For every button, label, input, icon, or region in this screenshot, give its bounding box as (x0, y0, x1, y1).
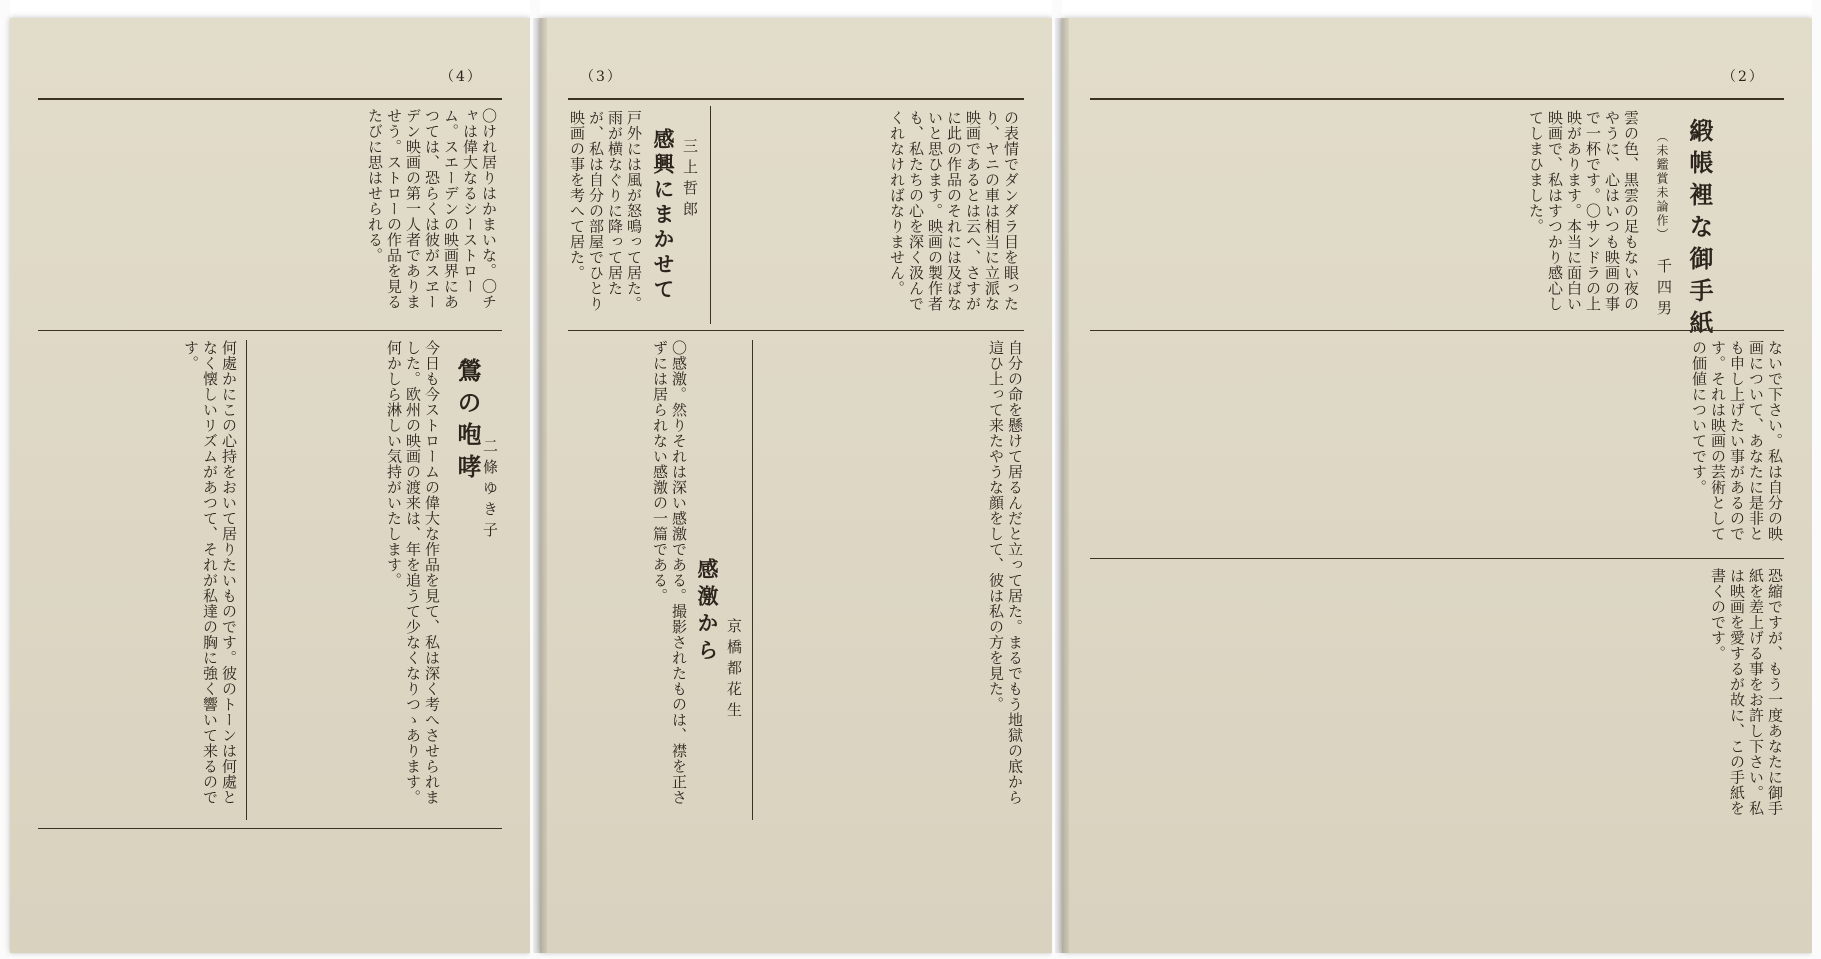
article-title: 緞帳裡な御手紙 (1685, 118, 1714, 342)
article-far-text: 何處かにこの心持をおいて居りたいものです。彼のトーンは何處となく懐しいリズムがあつて、それが私達の胸に強く響いて来るのです。 (182, 340, 238, 805)
article-title: 鶯の咆哮 (453, 358, 482, 486)
page-number: （4） (440, 69, 483, 85)
article-bottom-text-2: 〇感激。然りそれは深い感激である。撮影されたものは、襟を正さずには居られない感激の一篇である。 (651, 340, 688, 805)
article-top-text: 〇けれ居りはかまいな。〇チャは偉大なるシーストローム。スエーデンの映画界にあつては、恐らくは彼がスヱーデン映画の第一人者でありませう。ストローの作品を見るたびに思はせられる。 (366, 108, 498, 310)
column-divider (246, 340, 247, 820)
article-author: 二條ゆき子 (481, 438, 499, 543)
newspaper-page-right (1062, 18, 1812, 953)
article-subtitle: （未鑑賞未論作） (1655, 130, 1669, 242)
box-article-author: 三上哲郎 (681, 138, 699, 222)
article-top-text: 雲の色、黒雲の足もない夜のやうに、心はいつも映画の事で一杯です。〇サンドラの上映があります。本当に面白い映画で、私はすつかり感心してしまひました。 (1527, 110, 1640, 312)
box-divider (710, 106, 711, 324)
section-divider (38, 330, 502, 331)
page-3 (540, 18, 1052, 953)
background-gap-right (1812, 0, 1821, 959)
article-bottom-author: 京橋都花生 (725, 618, 743, 723)
top-rule (568, 98, 1024, 100)
page-fold (533, 18, 547, 953)
bottom-rule (38, 828, 502, 829)
article-top-text: の表情でダンダラ目を眼ったり、ヤニの車は相当に立派な映画であるとは云へ、さすがに此の作品のそれには及ばないと思ひます。映画の製作者も、私たちの心を深く汲んでくれなければなりません。 (888, 110, 1020, 312)
page-fold (1055, 18, 1069, 953)
article-bottom-text: 恐縮ですが、もう一度あなたに御手紙を差上げる事をお許し下さい。私は映画を愛するが故に、この手紙を書くのです。 (1709, 568, 1784, 816)
page-4 (10, 18, 530, 953)
article-bottom-title: 感激から (695, 558, 720, 666)
article-bottom-text: 自分の命を懸けて居るんだと立って居た。まるでもう地獄の底から這ひ上って来たやうな顔をして、彼は私の方を見た。 (987, 340, 1024, 805)
section-divider (568, 330, 1024, 331)
top-rule (1090, 98, 1784, 100)
section-divider-2 (1090, 558, 1784, 559)
article-author: 千四男 (1655, 258, 1673, 321)
article-bottom-text: 今日も今ストロームの偉大な作品を見て、私は深く考へさせられました。欧州の映画の渡来は、年を追うて少なくなりつゝあります。何かしら淋しい気持がいたします。 (385, 340, 441, 805)
box-article-title: 感興にまかせて (651, 128, 676, 303)
column-divider (752, 340, 753, 820)
article-mid-text: ないで下さい。私は自分の映画について、あなたに是非とも申し上げたい事があるのです。それは映画の芸術としての価値についてです。 (1690, 340, 1784, 542)
newspaper-page-left (10, 18, 530, 953)
page-number: （2） (1722, 69, 1765, 85)
top-rule (38, 98, 502, 100)
page-number: （3） (580, 69, 623, 85)
background-gap-left (0, 0, 10, 959)
newspaper-page-middle (540, 18, 1052, 953)
box-article-text: 戸外には風が怒鳴って居た。雨が横なぐりに降って居たが、私は自分の部屋でひとり映画の事を考へて居た。 (568, 110, 643, 312)
page-2 (1062, 18, 1812, 953)
section-divider (1090, 330, 1784, 331)
